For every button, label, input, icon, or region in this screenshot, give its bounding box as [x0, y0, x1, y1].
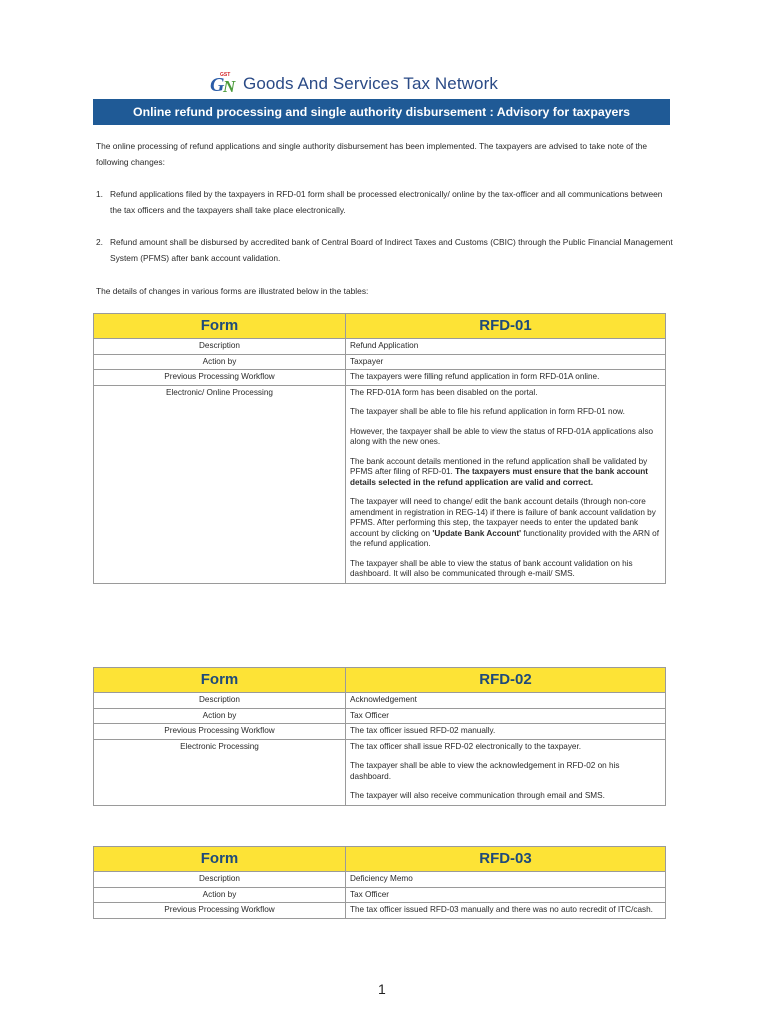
cell-text: The taxpayer will need to change/ edit the bank account details (through non-core amendment in registration in REG-14) if there is failure of bank account validation by PFMS. After performing this step, the taxpayer needs to enter the updated bank account by clicking on: [350, 497, 656, 538]
row-label: Description: [94, 872, 346, 888]
point-text: Refund amount shall be disbursed by accredited bank of Central Board of Indirect Taxes and Customs (CBIC) through the Public Financial Management System (PFMS) after bank account validation.: [110, 237, 673, 263]
table-row: [94, 739, 666, 805]
row-value: The taxpayers were filling refund application in form RFD-01A online.: [346, 370, 666, 386]
cell-paragraph: The RFD-01A form has been disabled on the portal.: [350, 387, 538, 397]
cell-paragraph: The taxpayer shall be able to view the acknowledgement in RFD-02 on his dashboard.: [350, 761, 620, 781]
row-value: The tax officer issued RFD-03 manually and there was no auto recredit of ITC/cash.: [346, 903, 666, 919]
table-row: [94, 708, 666, 724]
row-label: Previous Processing Workflow: [94, 724, 346, 740]
table-header-row: [94, 847, 666, 872]
table-row: [94, 872, 666, 888]
cell-text: The bank account details mentioned in the refund application shall be validated by PFMS after filing of RFD-01.: [350, 456, 648, 476]
row-value: Tax Officer: [346, 708, 666, 724]
logo-g: G: [210, 74, 225, 96]
row-label: Electronic Processing: [94, 739, 346, 805]
logo-n: N: [223, 77, 236, 96]
row-label: Action by: [94, 354, 346, 370]
row-label: Previous Processing Workflow: [94, 370, 346, 386]
cell-bold-text: The taxpayers must ensure that the bank account details selected in the refund application are valid and correct.: [350, 467, 649, 487]
row-label: Description: [94, 339, 346, 355]
row-label: Description: [94, 693, 346, 709]
row-value: Acknowledgement: [346, 693, 666, 709]
form-label-cell: Form: [94, 314, 346, 339]
advisory-banner: Online refund processing and single authority disbursement : Advisory for taxpayers: [93, 99, 670, 125]
table-rfd-01: [93, 313, 666, 584]
point-1: [96, 186, 676, 218]
row-label: Electronic/ Online Processing: [94, 385, 346, 583]
point-number: 2.: [96, 237, 103, 247]
row-value: Taxpayer: [346, 354, 666, 370]
table-row: [94, 903, 666, 919]
cell-paragraph: The taxpayer shall be able to view the status of bank account validation on his dashboard. It will also be communicated through e-mail/ SMS.: [350, 558, 633, 578]
row-label: Action by: [94, 887, 346, 903]
row-value: The tax officer issued RFD-02 manually.: [346, 724, 666, 740]
table-row: [94, 339, 666, 355]
organization-title: Goods And Services Tax Network: [243, 74, 498, 93]
cell-paragraph: [350, 497, 661, 550]
header: [210, 72, 498, 96]
form-name-cell: RFD-02: [346, 668, 666, 693]
row-label: Action by: [94, 708, 346, 724]
point-text: Refund applications filed by the taxpayers in RFD-01 form shall be processed electronically/ online by the tax-officer and all communications between the tax officers and the taxpayers shall take place electronically.: [110, 189, 663, 215]
table-row: [94, 354, 666, 370]
table-row: [94, 385, 666, 583]
cell-paragraph: The tax officer shall issue RFD-02 electronically to the taxpayer.: [350, 741, 582, 751]
table-rfd-03: [93, 846, 666, 919]
details-intro: The details of changes in various forms are illustrated below in the tables:: [96, 286, 369, 296]
point-2: [96, 234, 676, 266]
row-value: Refund Application: [346, 339, 666, 355]
table-row: [94, 724, 666, 740]
form-label-cell: Form: [94, 847, 346, 872]
row-label: Previous Processing Workflow: [94, 903, 346, 919]
table-row: [94, 693, 666, 709]
table-row: [94, 887, 666, 903]
table-header-row: [94, 668, 666, 693]
form-name-cell: RFD-01: [346, 314, 666, 339]
page-number: 1: [378, 981, 386, 997]
form-label-cell: Form: [94, 668, 346, 693]
cell-paragraph: The taxpayer shall be able to file his refund application in form RFD-01 now.: [350, 407, 625, 416]
gstn-logo: [210, 72, 240, 96]
table-row: [94, 370, 666, 386]
cell-bold-text: 'Update Bank Account': [432, 528, 522, 538]
cell-paragraph: The taxpayer will also receive communication through email and SMS.: [350, 791, 605, 800]
row-value: Tax Officer: [346, 887, 666, 903]
point-number: 1.: [96, 189, 103, 199]
intro-paragraph: The online processing of refund applications and single authority disbursement has been implemented. The taxpayers are advised to take note of the following changes:: [96, 141, 648, 167]
cell-text: functionality provided with the ARN of the refund application.: [350, 528, 659, 548]
table-header-row: [94, 314, 666, 339]
form-name-cell: RFD-03: [346, 847, 666, 872]
table-rfd-02: [93, 667, 666, 806]
cell-paragraph: However, the taxpayer shall be able to view the status of RFD-01A applications also along with the new ones.: [350, 426, 654, 446]
row-value: Deficiency Memo: [346, 872, 666, 888]
cell-paragraph: [350, 457, 661, 489]
row-value: [346, 385, 666, 583]
logo-tag: GST: [220, 72, 231, 78]
row-value: [346, 739, 666, 805]
